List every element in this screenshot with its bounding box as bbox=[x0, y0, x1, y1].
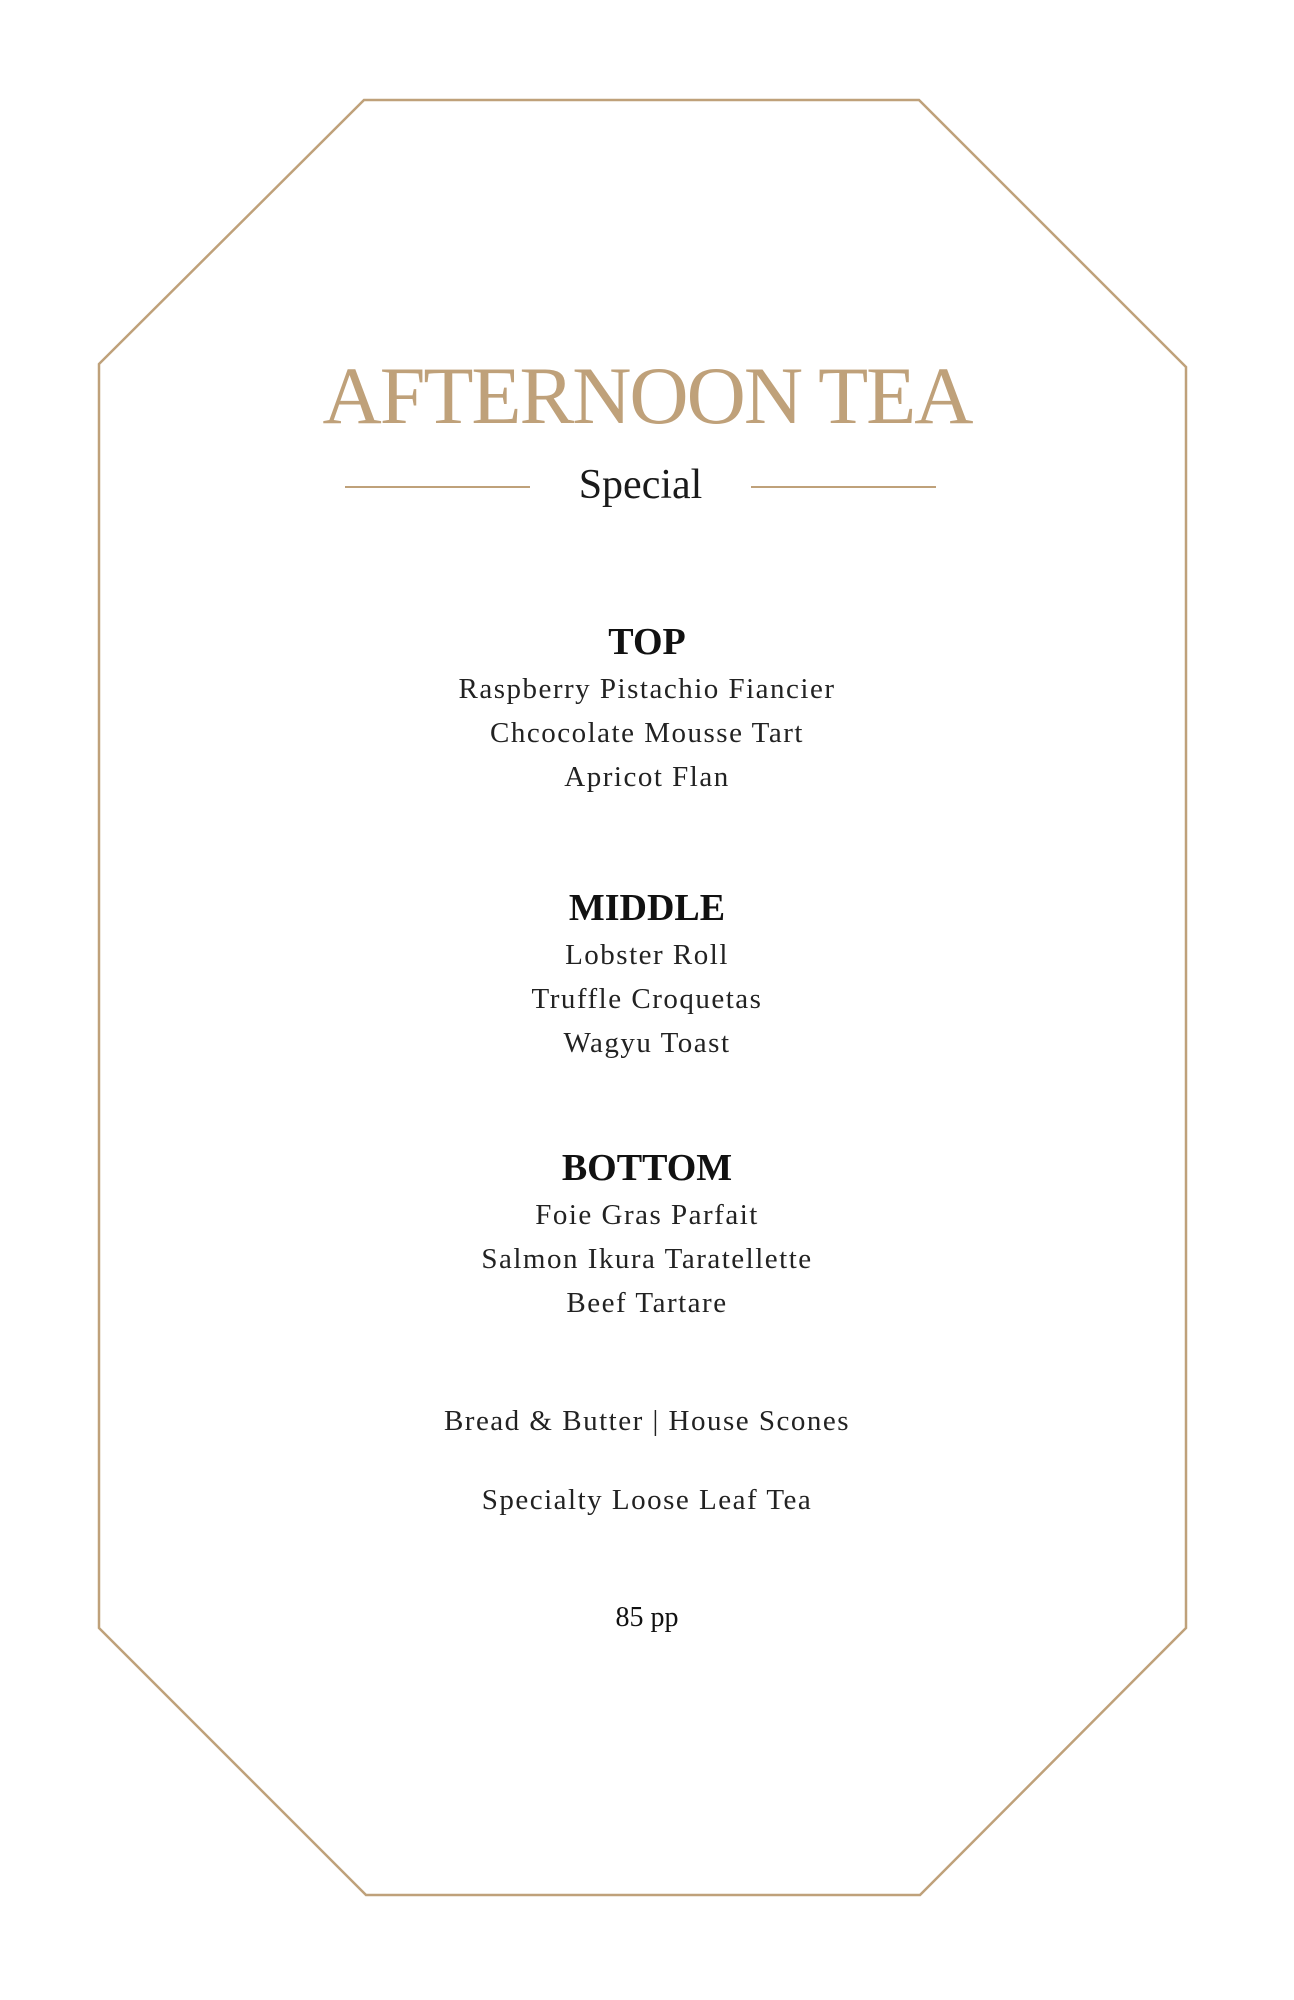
section-top bbox=[0, 617, 1294, 799]
menu-item: Chcocolate Mousse Tart bbox=[490, 717, 804, 749]
menu-item: Lobster Roll bbox=[565, 939, 729, 971]
section-bottom bbox=[0, 1143, 1294, 1325]
menu-item: Truffle Croquetas bbox=[531, 983, 763, 1015]
menu-subtitle: Special bbox=[578, 462, 703, 508]
extra-bread-scones: Bread & Butter | House Scones bbox=[443, 1405, 851, 1437]
section-heading-middle: MIDDLE bbox=[568, 887, 726, 929]
menu-item: Apricot Flan bbox=[564, 761, 730, 793]
price: 85 pp bbox=[615, 1602, 679, 1633]
section-items-bottom bbox=[0, 1193, 1294, 1325]
subtitle-row bbox=[0, 460, 1294, 510]
section-middle bbox=[0, 883, 1294, 1065]
extra-loose-leaf-tea: Specialty Loose Leaf Tea bbox=[481, 1484, 813, 1516]
section-heading-top: TOP bbox=[608, 621, 686, 663]
menu-item: Foie Gras Parfait bbox=[535, 1199, 759, 1231]
section-items-middle bbox=[0, 933, 1294, 1065]
menu-item: Raspberry Pistachio Fiancier bbox=[458, 673, 836, 705]
menu-item: Beef Tartare bbox=[566, 1287, 728, 1319]
section-heading-bottom: BOTTOM bbox=[561, 1147, 733, 1189]
menu-item: Wagyu Toast bbox=[563, 1027, 731, 1059]
subtitle-rule-right bbox=[751, 486, 936, 488]
menu-title: AFTERNOON TEA bbox=[322, 350, 972, 441]
menu-item: Salmon Ikura Taratellette bbox=[481, 1243, 813, 1275]
section-items-top bbox=[0, 667, 1294, 799]
subtitle-rule-left bbox=[345, 486, 530, 488]
